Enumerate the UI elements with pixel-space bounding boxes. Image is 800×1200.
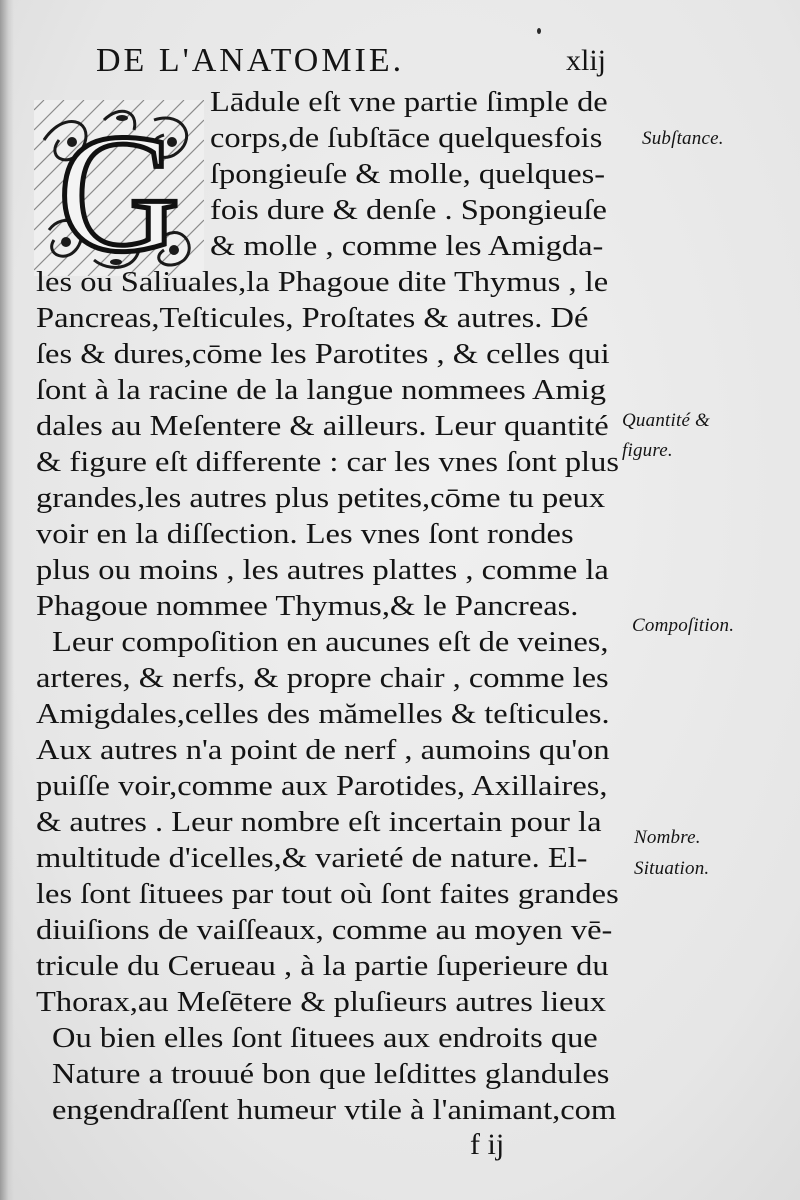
- marginal-note: Quantité &: [622, 410, 711, 431]
- text-line: Phagoue nommee Thymus,& le Pancreas.: [36, 590, 579, 622]
- gutter-shadow: [0, 0, 14, 1200]
- text-line: voir en la diſſection. Les vnes ſont rondes: [36, 518, 574, 550]
- text-line: Thorax,au Meſētere & pluſieurs autres lieux: [36, 986, 607, 1018]
- text-line: Ou bien elles ſont ſituees aux endroits que: [52, 1022, 598, 1054]
- text-line: multitude d'icelles,& varieté de nature. El-: [36, 842, 588, 874]
- text-line: & autres . Leur nombre eſt incertain pour la: [36, 806, 602, 838]
- text-line: les ou Saliuales,la Phagoue dite Thymus , le: [36, 266, 609, 298]
- marginal-note: Compoſition.: [632, 615, 735, 636]
- text-line: Lādule eſt vne partie ſimple de: [210, 86, 608, 118]
- folio-number: xlij: [566, 44, 607, 77]
- text-line: fois dure & denſe . Spongieuſe: [210, 194, 607, 226]
- ink-speck: [537, 28, 541, 34]
- decorated-initial-G-icon: [34, 100, 204, 276]
- text-line: engendraſſent humeur vtile à l'animant,com: [52, 1094, 617, 1126]
- text-line: Amigdales,celles des mămelles & teſticules.: [36, 698, 610, 730]
- text-line: tricule du Cerueau , à la partie ſuperieure du: [36, 950, 609, 982]
- text-line: dales au Meſentere & ailleurs. Leur quantité: [36, 410, 609, 442]
- text-line: Nature a trouué bon que leſdittes glandules: [52, 1058, 610, 1090]
- marginal-note: Subſtance.: [642, 128, 724, 149]
- marginal-note: Situation.: [634, 858, 710, 879]
- text-line: les ſont ſituees par tout où ſont faites grandes: [36, 878, 619, 910]
- text-line: ſes & dures,cōme les Parotites , & celles qui: [36, 338, 610, 370]
- text-line: & molle , comme les Amigda-: [210, 230, 604, 262]
- marginal-note: figure.: [622, 440, 673, 461]
- text-line: ſpongieuſe & molle, quelques-: [210, 158, 606, 190]
- text-line: grandes,les autres plus petites,cōme tu peux: [36, 482, 606, 514]
- text-line: ſont à la racine de la langue nommees Amig: [36, 374, 607, 406]
- initial-letter: G: [57, 100, 181, 276]
- text-line: Pancreas,Teſticules, Proſtates & autres. Dé: [36, 302, 589, 334]
- marginal-note: Nombre.: [634, 827, 701, 848]
- signature-mark: f ij: [470, 1128, 505, 1161]
- text-line: puiſſe voir,comme aux Parotides, Axillaires,: [36, 770, 608, 802]
- text-line: & figure eſt differente : car les vnes ſont plus: [36, 446, 619, 478]
- text-line: plus ou moins , les autres plattes , comme la: [36, 554, 609, 586]
- text-line: diuiſions de vaiſſeaux, comme au moyen vē-: [36, 914, 613, 946]
- text-line: corps,de ſubſtāce quelquesfois: [210, 122, 603, 154]
- text-line: arteres, & nerfs, & propre chair , comme les: [36, 662, 609, 694]
- text-line: Leur compoſition en aucunes eſt de veines,: [52, 626, 609, 658]
- text-line: Aux autres n'a point de nerf , aumoins qu'on: [36, 734, 610, 766]
- running-head: DE L'ANATOMIE.: [96, 42, 405, 79]
